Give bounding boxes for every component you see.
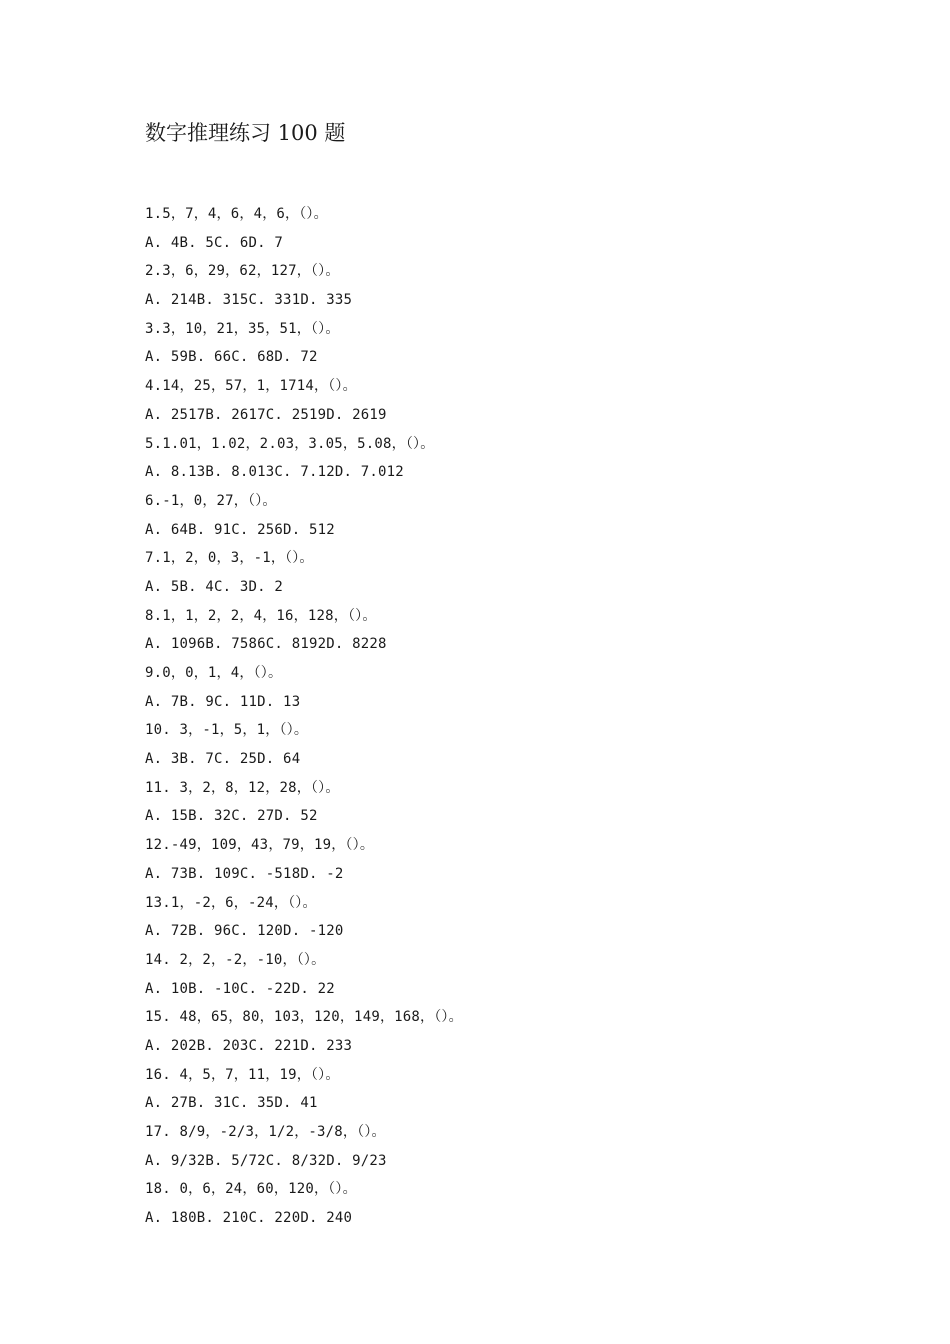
- question-9-options: A. 7B. 9C. 11D. 13: [145, 693, 301, 710]
- question-3-stem: 3.3，10，21，35，51，（）。: [145, 320, 340, 337]
- question-17-stem: 17. 8/9，-2/3，1/2，-3/8，（）。: [145, 1124, 386, 1140]
- question-15-stem: 15. 48，65，80，103，120，149，168，（）。: [145, 1009, 463, 1026]
- question-7-stem: 7.1，2，0，3，-1，（）。: [145, 550, 314, 567]
- question-5-options: A. 8.13B. 8.013C. 7.12D. 7.012: [145, 464, 404, 481]
- question-12-stem: 12.-49，109，43，79，19，（）。: [145, 837, 375, 854]
- question-8-stem: 8.1，1，2，2，4，16，128，（）。: [145, 607, 377, 624]
- question-18-options: A. 180B. 210C. 220D. 240: [145, 1210, 353, 1227]
- question-6-options: A. 64B. 91C. 256D. 512: [145, 521, 335, 538]
- question-14-stem: 14. 2，2，-2，-10，（）。: [145, 951, 326, 968]
- question-2-stem: 2.3，6，29，62，127，（）。: [145, 263, 340, 280]
- question-3-options: A. 59B. 66C. 68D. 72: [145, 349, 318, 366]
- question-13-stem: 13.1，-2，6，-24，（）。: [145, 894, 317, 911]
- question-13-options: A. 72B. 96C. 120D. -120: [145, 923, 344, 940]
- question-12-options: A. 73B. 109C. -518D. -2: [145, 865, 344, 882]
- question-1-stem: 1.5，7，4，6，4，6，（）。: [145, 206, 328, 222]
- question-list: [145, 200, 865, 1233]
- question-16-options: A. 27B. 31C. 35D. 41: [145, 1095, 318, 1112]
- question-10-options: A. 3B. 7C. 25D. 64: [145, 751, 301, 768]
- question-4-options: A. 2517B. 2617C. 2519D. 2619: [145, 406, 387, 423]
- question-14-options: A. 10B. -10C. -22D. 22: [145, 980, 335, 997]
- question-9-stem: 9.0，0，1，4，（）。: [145, 665, 283, 681]
- question-6-stem: 6.-1，0，27，（）。: [145, 492, 277, 509]
- question-7-options: A. 5B. 4C. 3D. 2: [145, 578, 284, 595]
- question-1-options: A. 4B. 5C. 6D. 7: [145, 234, 284, 251]
- question-11-options: A. 15B. 32C. 27D. 52: [145, 808, 318, 825]
- question-8-options: A. 1096B. 7586C. 8192D. 8228: [145, 636, 387, 653]
- question-2-options: A. 214B. 315C. 331D. 335: [145, 292, 353, 309]
- question-10-stem: 10. 3，-1，5，1，（）。: [145, 722, 309, 739]
- question-16-stem: 16. 4，5，7，11，19，（）。: [145, 1066, 340, 1083]
- question-11-stem: 11. 3，2，8，12，28，（）。: [145, 779, 340, 796]
- question-15-options: A. 202B. 203C. 221D. 233: [145, 1037, 353, 1054]
- document-title: 数字推理练习 100 题: [145, 121, 346, 145]
- question-18-stem: 18. 0，6，24，60，120，（）。: [145, 1181, 357, 1198]
- question-4-stem: 4.14，25，57，1，1714，（）。: [145, 378, 357, 395]
- question-5-stem: 5.1.01，1.02，2.03，3.05，5.08，（）。: [145, 435, 435, 452]
- question-17-options: A. 9/32B. 5/72C. 8/32D. 9/23: [145, 1152, 387, 1169]
